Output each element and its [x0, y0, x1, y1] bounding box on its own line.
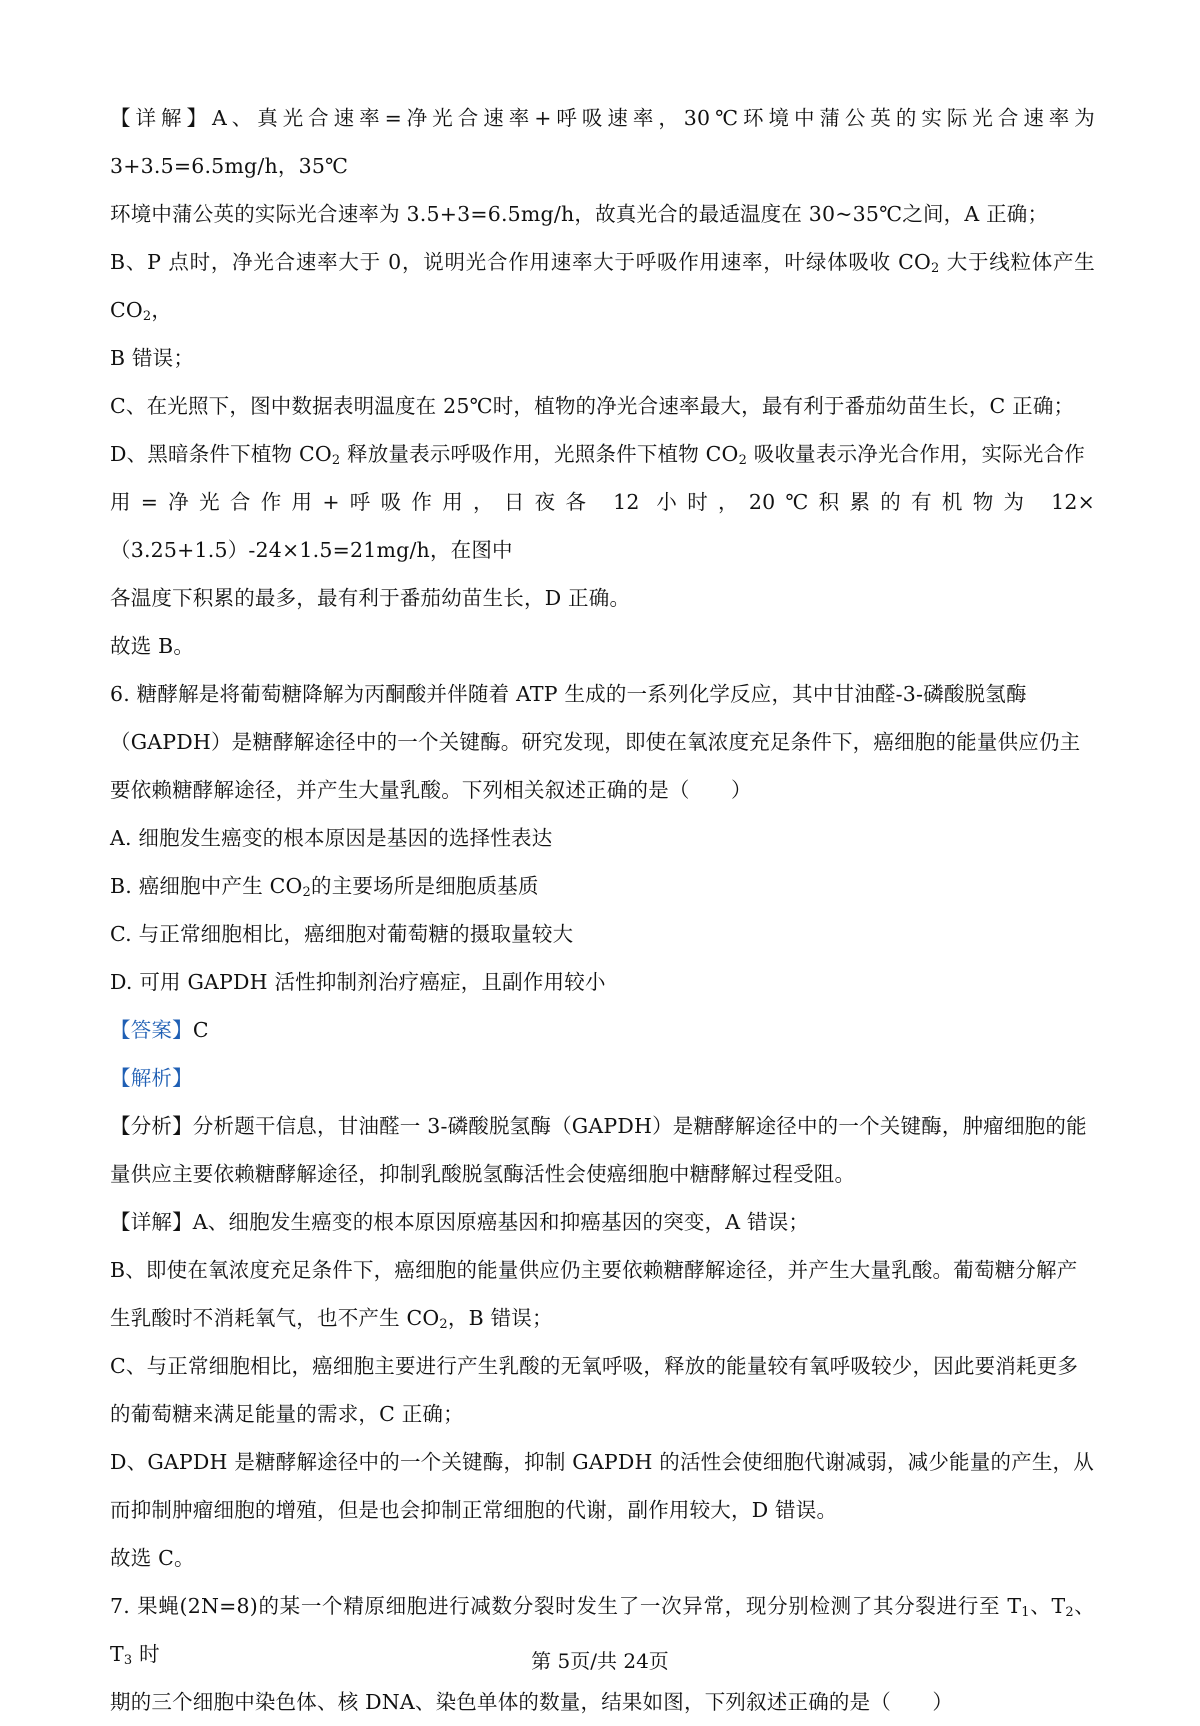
text-line: 的葡萄糖来满足能量的需求，C 正确；: [110, 1402, 464, 1426]
text-line: C、与正常细胞相比，癌细胞主要进行产生乳酸的无氧呼吸，释放的能量较有氧呼吸较少，因此要消耗更多: [110, 1354, 1079, 1378]
text-line: D、GAPDH 是糖酵解途径中的一个关键酶，抑制 GAPDH 的活性会使细胞代谢减弱，减少能量的产生，从: [110, 1450, 1094, 1474]
text-line: 各温度下积累的最多，最有利于番茄幼苗生长，D 正确。: [110, 586, 631, 610]
text-line: 用=净光合作用+呼吸作用，日夜各 12 小时，20℃积累的有机物为 12×（3.25+1.5）-24×1.5=21mg/h，在图中: [110, 490, 1095, 562]
text-line: 而抑制肿瘤细胞的增殖，但是也会抑制正常细胞的代谢，副作用较大，D 错误。: [110, 1498, 838, 1522]
text-line: 要依赖糖酵解途径，并产生大量乳酸。下列相关叙述正确的是（ ）: [110, 778, 752, 802]
text-line: 【详解】A、细胞发生癌变的根本原因原癌基因和抑癌基因的突变，A 错误；: [110, 1210, 810, 1234]
text-line: 故选 C。: [110, 1546, 195, 1570]
text-line: 环境中蒲公英的实际光合速率为 3.5+3=6.5mg/h，故真光合的最适温度在 30~35℃之间，A 正确；: [110, 202, 1049, 226]
option-a: A. 细胞发生癌变的根本原因是基因的选择性表达: [110, 826, 553, 850]
text-line: B、P 点时，净光合速率大于 0，说明光合作用速率大于呼吸作用速率，叶绿体吸收 $CO_2$ 大于线粒体产生 $CO_2$，: [110, 250, 1095, 324]
text-line: 生乳酸时不消耗氧气，也不产生 $CO_2$，B 错误；: [110, 1306, 553, 1332]
text-line: 故选 B。: [110, 634, 195, 658]
question-7-stem: 7. 果蝇(2N=8)的某一个精原细胞进行减数分裂时发生了一次异常，现分别检测了其分裂进行至 $T_1$、$T_2$、$T_3$ 时: [110, 1594, 1096, 1668]
analysis-heading: 【解析】: [110, 1066, 193, 1090]
option-c: C. 与正常细胞相比，癌细胞对葡萄糖的摄取量较大: [110, 922, 574, 946]
text-line: B、即使在氧浓度充足条件下，癌细胞的能量供应仍主要依赖糖酵解途径，并产生大量乳酸。葡萄糖分解产: [110, 1258, 1078, 1282]
text-line: （GAPDH）是糖酵解途径中的一个关键酶。研究发现，即使在氧浓度充足条件下，癌细胞的能量供应仍主: [110, 730, 1081, 754]
answer-label: 【答案】: [110, 1018, 193, 1042]
text-line: 【分析】分析题干信息，甘油醛一 3-磷酸脱氢酶（GAPDH）是糖酵解途径中的一个关键酶，肿瘤细胞的能: [110, 1114, 1087, 1138]
option-b: B. 癌细胞中产生 $CO_2$的主要场所是细胞质基质: [110, 874, 539, 900]
text-line: D、黑暗条件下植物 $CO_2$ 释放量表示呼吸作用，光照条件下植物 $CO_2$ 吸收量表示净光合作用，实际光合作: [110, 442, 1085, 468]
page-footer: 第 5页/共 24页: [531, 1649, 669, 1673]
answer-value: C: [192, 1018, 209, 1042]
text-line: B 错误；: [110, 346, 195, 370]
question-6-stem: 6. 糖酵解是将葡萄糖降解为丙酮酸并伴随着 ATP 生成的一系列化学反应，其中甘油醛-3-磷酸脱氢酶: [110, 682, 1027, 706]
option-d: D. 可用 GAPDH 活性抑制剂治疗癌症，且副作用较小: [110, 970, 606, 994]
text-line: 期的三个细胞中染色体、核 DNA、染色单体的数量，结果如图，下列叙述正确的是（ ）: [110, 1690, 954, 1714]
text-line: C、在光照下，图中数据表明温度在 25℃时，植物的净光合速率最大，最有利于番茄幼苗生长，C 正确；: [110, 394, 1075, 418]
document-body: [110, 94, 1095, 1726]
text-line: 量供应主要依赖糖酵解途径，抑制乳酸脱氢酶活性会使癌细胞中糖酵解过程受阻。: [110, 1162, 856, 1186]
answer-line: [110, 1006, 1095, 1054]
text-line: 【详解】A、真光合速率=净光合速率+呼吸速率，30℃环境中蒲公英的实际光合速率为 3+3.5=6.5mg/h，35℃: [110, 106, 1095, 178]
